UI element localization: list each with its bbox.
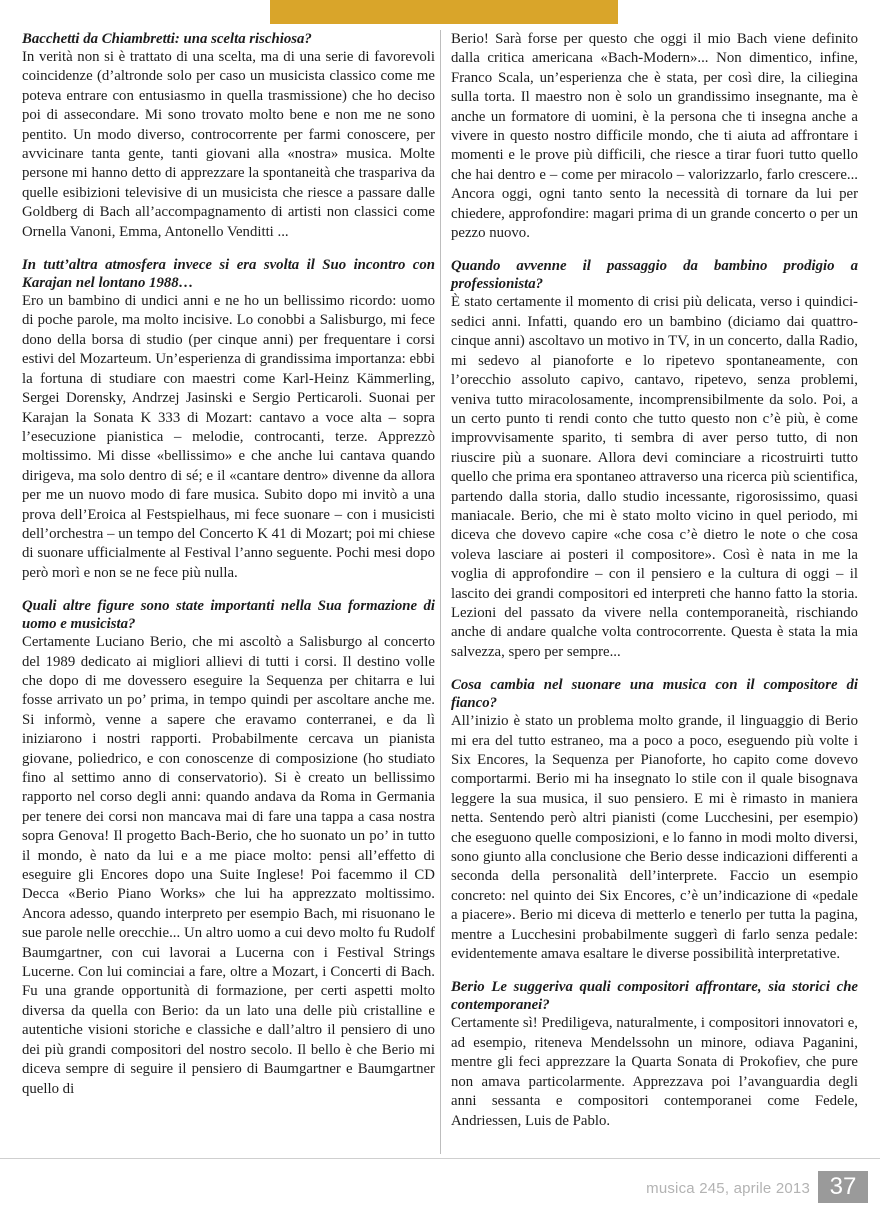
header-accent-bar (270, 0, 618, 24)
answer-paragraph: Certamente sì! Prediligeva, naturalmente, i compositori innovatori e, ad esempio, riteneva Mendelssohn un minore, odiava Paganini, mentre gli feci apprezzare la Quarta Sonata di Prokofiev, che pure non amava particolarmente. Apprezzava poi l’avanguardia degli anni sessanta e compositori contemporanei come Fedele, Andriessen, Luis de Pablo. (451, 1015, 858, 1129)
question-heading: Quali altre figure sono state importanti nella Sua formazione di uomo e musicista? (22, 598, 435, 633)
left-column (22, 30, 435, 1099)
answer-paragraph: Ero un bambino di undici anni e ne ho un bellissimo ricordo: uomo di poche parole, ma molto incisive. Lo conobbi a Salisburgo, mi fece dono della borsa di studio (per cinque anni) per frequentare i corsi estivi del Mozarteum. Un’esperienza di grandissima importanza: ebbi la fortuna di studiare con maestri come Karl-Heinz Kämmerling, Sergei Dorensky, Andrzej Jasinski e Sergio Perticaroli. Suonai per Karajan la Sonata K 333 di Mozart: cantavo a voce alta – sopra l’esecuzione pianistica – melodie, controcanti, terze. Apprezzò moltissimo. Mi disse «bellissimo» e che anche lui cantava quando dirigeva, ma solo dentro di sé; e il «cantare dentro» divenne da allora per me un nuovo modo di fare musica. Subito dopo mi invitò a una prova dell’Eroica al Festspielhaus, mi fece suonare – con i musicisti dell’orchestra – un tempo del Concerto K 41 di Mozart; poi mi chiese di suonare ufficialmente al Festival l’anno seguente. Pochi mesi dopo però morì e non se ne fece più nulla. (22, 293, 435, 581)
publication-credit: musica 245, aprile 2013 (646, 1180, 810, 1197)
answer-paragraph: È stato certamente il momento di crisi più delicata, verso i quindici-sedici anni. Infatti, quando ero un bambino (diciamo dai quattro-cinque anni) ascoltavo un motivo in TV, in un concerto, dalla Radio, mi sedevo al pianoforte e lo ripetevo spontaneamente, con l’orecchio assoluto capivo, cantavo, ripetevo, senza problemi, veniva tutto miracolosamente, incomprensibilmente da solo. Poi, a un certo punto ti rendi conto che tutto questo non c’è più, è come improvvisamente sparito, ti sembra di aver perso tutto, di non riuscire più a suonare. Allora devi cominciare a ricostruirti tutto quello che prima era spontaneo attraverso una ricerca più scientifica, partendo dalla storia, dallo studio incessante, rigorosissimo, quasi maniacale. Berio, che mi è stato molto vicino in quel periodo, mi diceva che dovevo capire «che cosa c’è dietro le note o che cosa voleva lasciare ai posteri il compositore». Così è nata in me la voglia di approfondire – con il pensiero e la cultura di oggi – il lascito dei grandi compositori ed interpreti che hanno fatto la storia. Lezioni del passato da vivere nella contemporaneità, rischiando anche di andare qualche volta controcorrente. Questa è stata la mia salvezza, spero per sempre... (451, 294, 858, 660)
footer-rule (0, 1158, 880, 1159)
question-heading: Quando avvenne il passaggio da bambino prodigio a professionista? (451, 258, 858, 293)
question-heading: Bacchetti da Chiambretti: una scelta rischiosa? (22, 31, 312, 47)
answer-paragraph: In verità non si è trattato di una scelta, ma di una serie di favorevoli coincidenze (d’altronde solo per caso un musicista classico come me poteva entrare con entusiasmo in quella trasmissione) che ho deciso poi di assecondare. Mi sono trovato molto bene e non me ne sono pentito. Un modo diverso, controcorrente per farmi conoscere, per avvicinare tanta gente, tanti giovani alla «nostra» musica. Molte persone mi hanno detto di apprezzare la spontaneità che traspariva da quelle esibizioni televisive di un musicista che riesce a passare dalle Goldberg di Bach all’accompagnamento di artisti non classici come Ornella Vanoni, Emma, Antonello Venditti ... (22, 49, 435, 240)
question-heading: Cosa cambia nel suonare una musica con il compositore di fianco? (451, 677, 858, 712)
question-heading: In tutt’altra atmosfera invece si era svolta il Suo incontro con Karajan nel lontano 1988… (22, 257, 435, 292)
answer-paragraph: All’inizio è stato un problema molto grande, il linguaggio di Berio mi era del tutto estraneo, ma a poco a poco, eseguendo più volte i Six Encores, la Sequenza per Pianoforte, ho capito come dovevo comportarmi. Berio mi ha insegnato lo stile con il quale bisognava leggere la sua musica, il suo pensiero. E mi è rimasto in maniera netta. Sentendo però altri pianisti (come Lucchesini, per esempio) che eseguono quelle composizioni, e lo fanno in modi molto diversi, sono giunto alla conclusione che Berio desse indicazioni differenti a seconda della personalità dell’interprete. Faccio un esempio concreto: nel quinto dei Six Encores, c’è un’indicazione di «pedale a piacere». Berio mi diceva di metterlo e tenerlo per tutta la pagina, mentre a Lucchesini probabilmente suggerì di farlo senza pedale: evidentemente amava esaltare le diverse possibilità interpretative. (451, 713, 858, 963)
column-divider (440, 30, 441, 1154)
answer-paragraph: Certamente Luciano Berio, che mi ascoltò a Salisburgo al concerto del 1989 dedicato ai migliori allievi di tutti i corsi. Il destino volle che dopo di me dovessero eseguire la Sequenza per chitarra e lui fosse arrivato un po’ prima, in tempo quindi per ascoltare anche me. Si informò, venne a sapere che eravamo conterranei, e da lì iniziarono i nostri rapporti. Probabilmente cercava un pianista giovane, poliedrico, e con conoscenze di composizione (ho studiato fino al settimo anno di conservatorio). Si è creato un bellissimo rapporto nel corso degli anni: quando andava da Roma in Germania per tenere dei corsi non mancava mai di fare una tappa a casa nostra sopra Genova! Il progetto Bach-Berio, che ho suonato un po’ in tutto il mondo, è nato da lui e a me piace molto: pensi all’effetto di eseguire gli Encores dopo una Suite Inglese! Poi facemmo il CD Decca «Berio Piano Works» che lui ha apprezzato moltissimo. Ancora adesso, quando interpreto per esempio Bach, mi risuonano le sue parole nelle orecchie... Un altro uomo a cui devo molto fu Rudolf Baumgartner, con cui lavorai a Lucerna con i Festival Strings Lucerne. Con lui cominciai a fare, oltre a Mozart, i Concerti di Bach. Fu una grande opportunità di formazione, per certi aspetti molto diversa da quella con Berio: da un lato una delle più cristalline e autentiche visioni storiche e classiche e dall’altro il pensiero di uno dei più grandi compositori del nostro secolo. Il bello è che Berio mi diceva sempre di seguire il pensiero di Baumgartner e Baumgartner quello di (22, 634, 435, 1097)
right-column (451, 30, 858, 1131)
page-number: 37 (818, 1171, 868, 1203)
continued-paragraph: Berio! Sarà forse per questo che oggi il mio Bach viene definito dalla critica americana «Bach-Modern»... Non dimentico, infine, Franco Scala, un’esperienza che è stata, per così dire, la ciliegina sulla torta. Il maestro non è solo un grandissimo insegnante, ma è anche un formatore di uomini, è la persona che ti insegna anche a vivere in questo nostro difficile mondo, che ti aiuta ad affrontare i momenti e le prove più difficili, che riesce a tirar fuori tutto quello che hai dentro e – come per miracolo – valorizzarlo, farlo crescere... Ancora oggi, ogni tanto sento la necessità di tornare da lui per chiedere, approfondire: magari prima di un grande concerto o per un pezzo nuovo. (451, 31, 858, 242)
question-heading: Berio Le suggeriva quali compositori affrontare, sia storici che contemporanei? (451, 979, 858, 1014)
